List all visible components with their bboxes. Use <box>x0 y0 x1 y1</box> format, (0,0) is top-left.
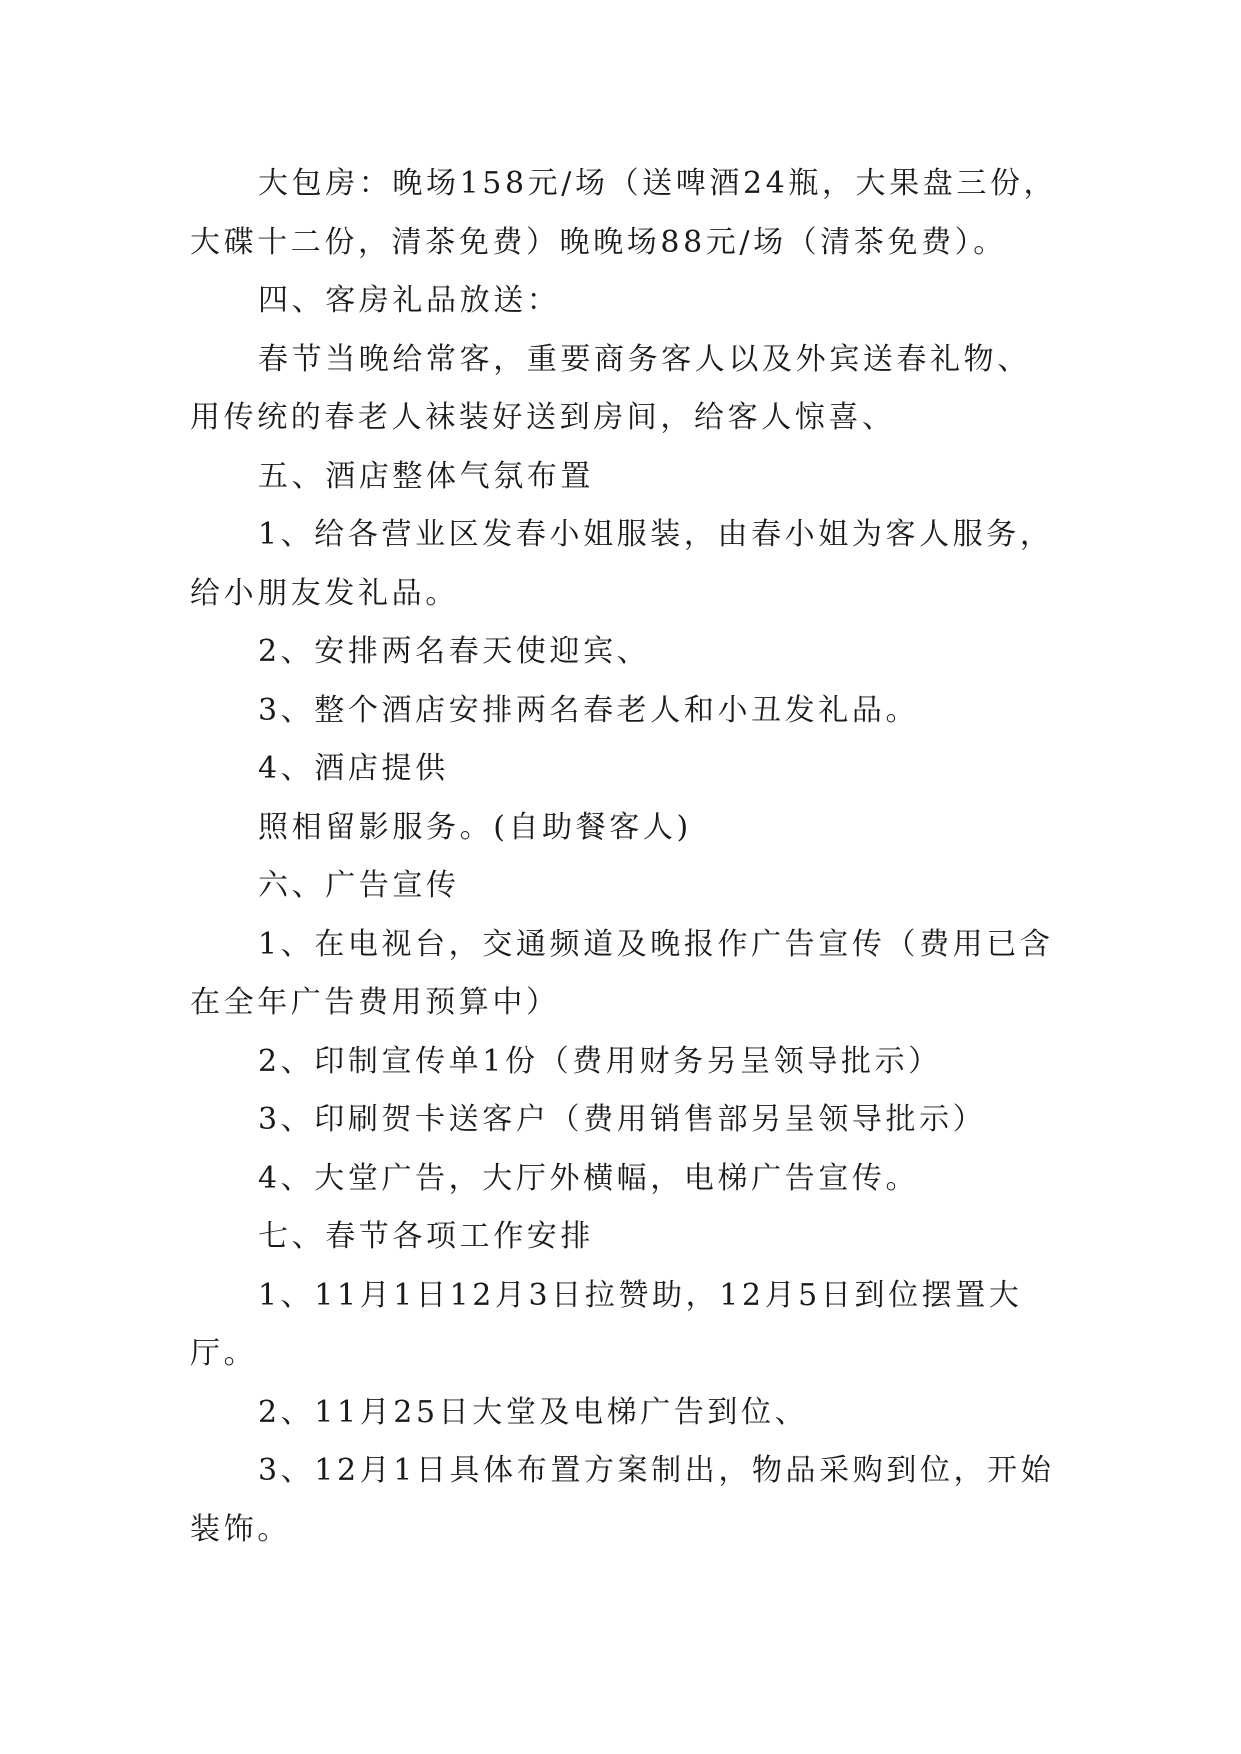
list-item: 1、11月1日12月3日拉赞助，12月5日到位摆置大厅。 <box>190 1277 1023 1371</box>
list-item: 4、酒店提供 <box>258 751 449 786</box>
document-body <box>190 155 1060 1559</box>
list-item: 1、给各营业区发春小姐服装，由春小姐为客人服务，给小朋友发礼品。 <box>190 517 1054 611</box>
list-item: 3、印刷贺卡送客户（费用销售部另呈领导批示） <box>258 1102 987 1137</box>
section-heading: 五、酒店整体气氛布置 <box>258 458 594 494</box>
paragraph: 春节当晚给常客，重要商务客人以及外宾送春礼物、用传统的春老人袜装好送到房间，给客人惊喜、 <box>190 341 1031 435</box>
list-item: 2、印制宣传单1份（费用财务另呈领导批示） <box>258 1043 942 1079</box>
list-item: 1、在电视台，交通频道及晚报作广告宣传（费用已含在全年广告费用预算中） <box>190 926 1054 1020</box>
list-item: 2、11月25日大堂及电梯广告到位、 <box>258 1394 809 1430</box>
paragraph: 大包房：晚场158元/场（送啤酒24瓶，大果盘三份，大碟十二份，清茶免费）晚晚场88元/场（清茶免费）。 <box>190 166 1058 260</box>
section-heading: 四、客房礼品放送： <box>258 283 561 318</box>
list-item: 3、12月1日具体布置方案制出，物品采购到位，开始装饰。 <box>190 1453 1055 1547</box>
list-item: 4、大堂广告，大厅外横幅，电梯广告宣传。 <box>258 1160 920 1196</box>
section-heading: 七、春节各项工作安排 <box>258 1219 594 1254</box>
paragraph: 照相留影服务。(自助餐客人) <box>258 809 692 845</box>
list-item: 2、安排两名春天使迎宾、 <box>258 634 651 669</box>
section-heading: 六、广告宣传 <box>258 868 460 903</box>
list-item: 3、整个酒店安排两名春老人和小丑发礼品。 <box>258 692 920 728</box>
